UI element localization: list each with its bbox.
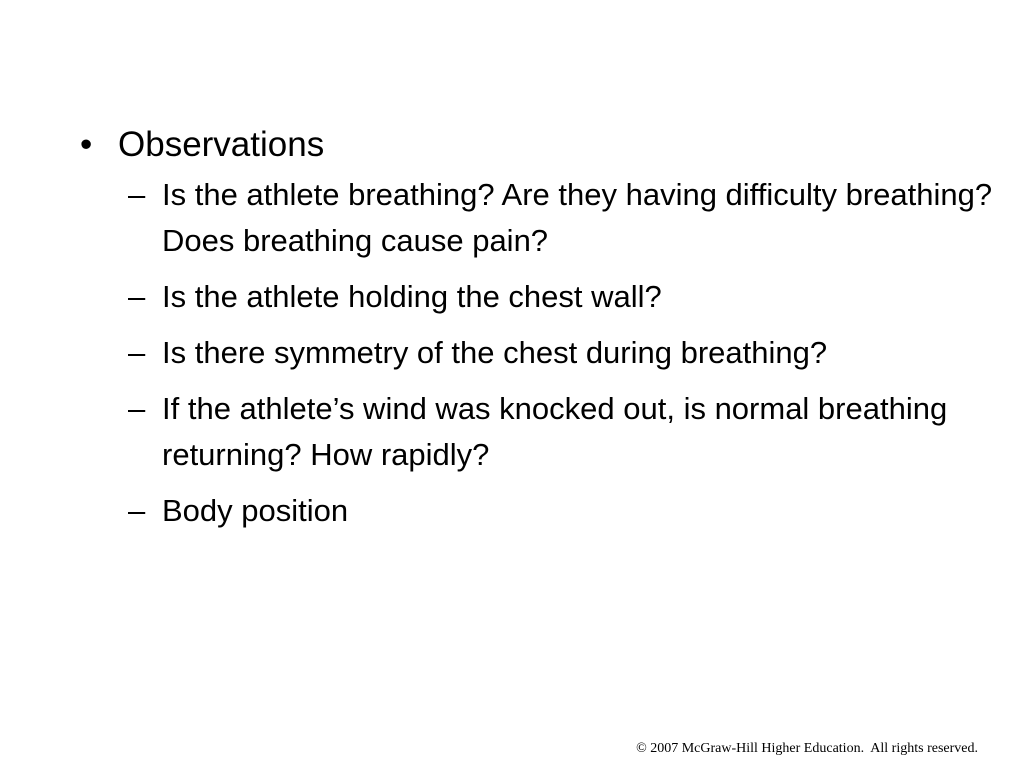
copyright-footer: © 2007 McGraw-Hill Higher Education. All rights reserved.: [636, 741, 978, 756]
sub-bullet-text: Is there symmetry of the chest during breathing?: [162, 335, 828, 370]
sub-bullet-list: [78, 172, 998, 534]
sub-bullet-item: [128, 386, 998, 478]
slide-content: [78, 120, 998, 544]
dash-icon: –: [128, 335, 146, 370]
sub-bullet-text: Is the athlete breathing? Are they having difficulty breathing? Does breathing cause pain?: [162, 177, 993, 258]
dash-icon: –: [128, 493, 146, 528]
sub-bullet-text: If the athlete’s wind was knocked out, is normal breathing returning? How rapidly?: [162, 391, 948, 472]
dash-icon: –: [128, 391, 146, 426]
sub-bullet-text: Is the athlete holding the chest wall?: [162, 279, 662, 314]
sub-bullet-item: [128, 274, 998, 320]
sub-bullet-item: [128, 330, 998, 376]
sub-bullet-item: [128, 488, 998, 534]
sub-bullet-text: Body position: [162, 493, 349, 528]
dash-icon: –: [128, 177, 146, 212]
bullet-icon: •: [80, 125, 93, 164]
sub-bullet-item: [128, 172, 998, 264]
dash-icon: –: [128, 279, 146, 314]
bullet-observations: [78, 120, 998, 170]
bullet-heading: Observations: [118, 125, 325, 164]
